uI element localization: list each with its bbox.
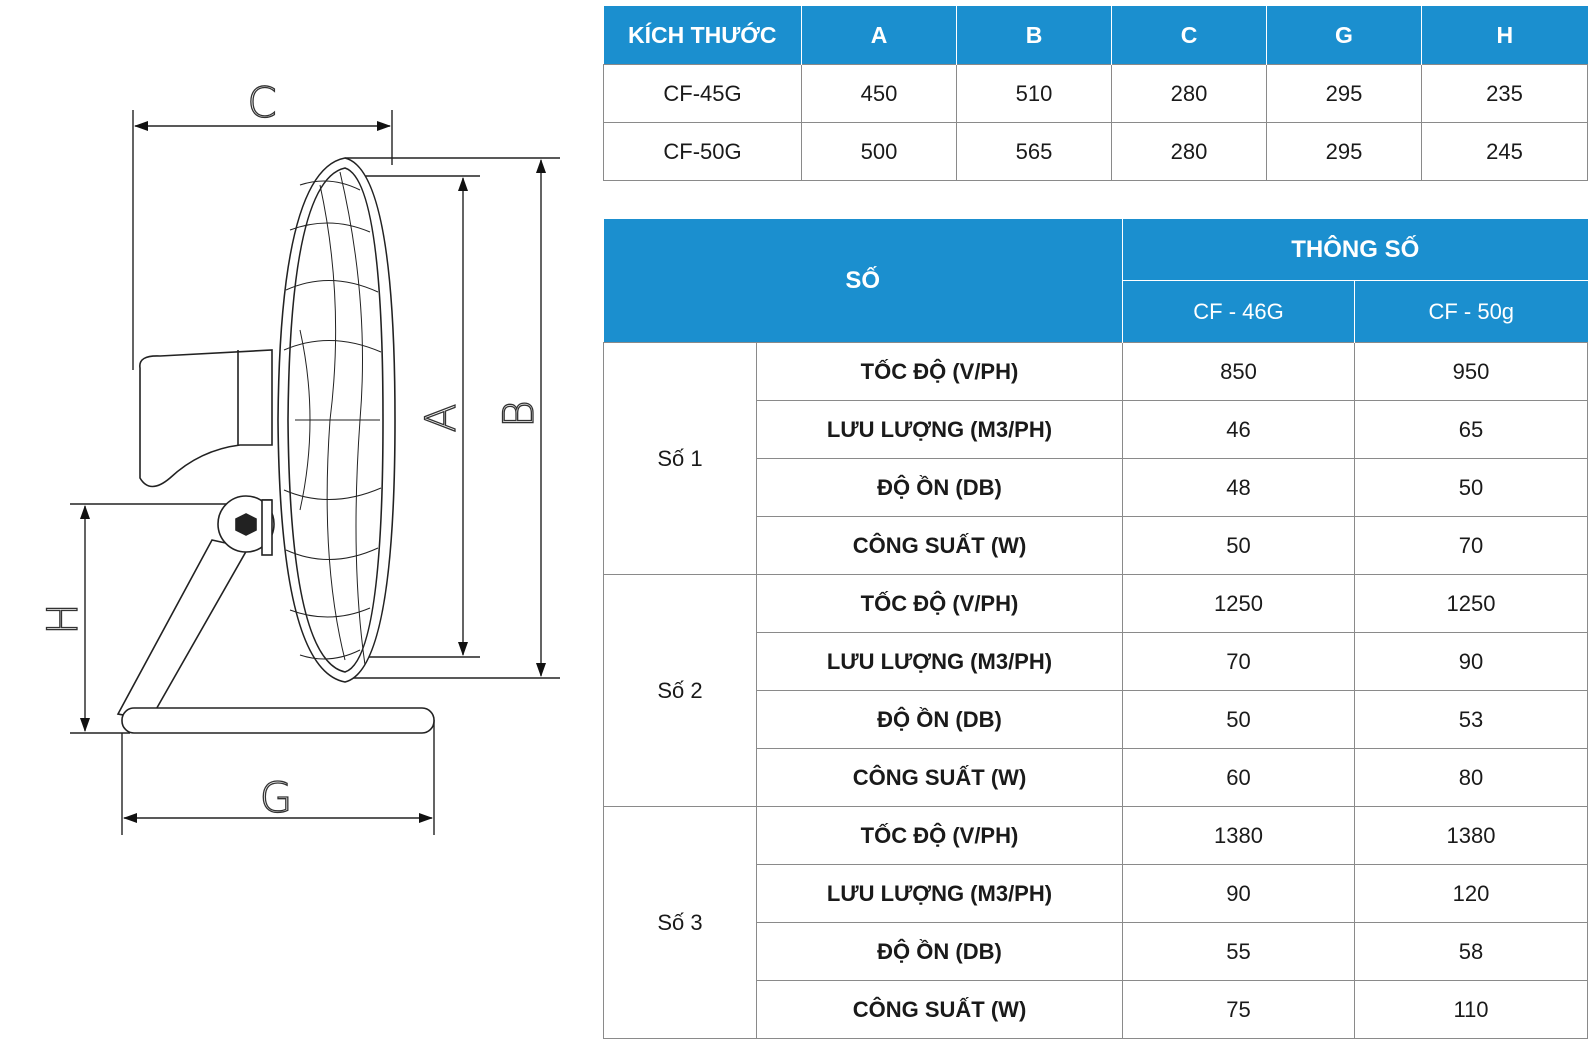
cell-model: CF-50G [604, 123, 802, 181]
value-model-2: 80 [1355, 749, 1588, 807]
label-a: A [416, 403, 465, 433]
cell-g: 295 [1267, 65, 1422, 123]
value-model-1: 75 [1123, 981, 1355, 1039]
cell-h: 235 [1422, 65, 1588, 123]
label-h: H [38, 603, 87, 635]
value-model-2: 120 [1355, 865, 1588, 923]
specifications-table [603, 219, 1588, 1039]
value-model-2: 65 [1355, 401, 1588, 459]
param-cell: TỐC ĐỘ (V/PH) [757, 807, 1123, 865]
value-model-1: 46 [1123, 401, 1355, 459]
param-cell: ĐỘ ỒN (DB) [757, 923, 1123, 981]
value-model-1: 50 [1123, 691, 1355, 749]
value-model-2: 70 [1355, 517, 1588, 575]
fan-body [118, 158, 434, 733]
header-speed-level: SỐ [604, 219, 1123, 343]
header-h: H [1422, 6, 1588, 65]
label-c: C [247, 78, 277, 127]
table-row [604, 807, 1588, 865]
value-model-2: 90 [1355, 633, 1588, 691]
header-size: KÍCH THƯỚC [604, 6, 802, 65]
table-row [604, 123, 1588, 181]
param-cell: ĐỘ ỒN (DB) [757, 459, 1123, 517]
param-cell: ĐỘ ỒN (DB) [757, 691, 1123, 749]
label-b: B [494, 400, 543, 428]
header-c: C [1112, 6, 1267, 65]
param-cell: LƯU LƯỢNG (M3/PH) [757, 865, 1123, 923]
header-a: A [802, 6, 957, 65]
header-model-2: CF - 50g [1355, 281, 1588, 343]
value-model-1: 850 [1123, 343, 1355, 401]
dimensions-header-row [604, 6, 1588, 65]
value-model-1: 90 [1123, 865, 1355, 923]
param-cell: CÔNG SUẤT (W) [757, 749, 1123, 807]
table-row [604, 343, 1588, 401]
header-b: B [957, 6, 1112, 65]
table-row [604, 575, 1588, 633]
cell-c: 280 [1112, 65, 1267, 123]
speed-level-cell: Số 3 [604, 807, 757, 1039]
cell-b: 510 [957, 65, 1112, 123]
cell-model: CF-45G [604, 65, 802, 123]
value-model-1: 1250 [1123, 575, 1355, 633]
table-row [604, 65, 1588, 123]
fan-dimension-diagram [0, 0, 590, 1046]
speed-level-cell: Số 2 [604, 575, 757, 807]
cell-a: 450 [802, 65, 957, 123]
dimensions-table [603, 6, 1588, 181]
param-cell: CÔNG SUẤT (W) [757, 517, 1123, 575]
value-model-2: 50 [1355, 459, 1588, 517]
value-model-1: 48 [1123, 459, 1355, 517]
param-cell: CÔNG SUẤT (W) [757, 981, 1123, 1039]
header-specifications: THÔNG SỐ [1123, 219, 1588, 281]
value-model-2: 58 [1355, 923, 1588, 981]
cell-g: 295 [1267, 123, 1422, 181]
value-model-2: 110 [1355, 981, 1588, 1039]
param-cell: LƯU LƯỢNG (M3/PH) [757, 401, 1123, 459]
cell-c: 280 [1112, 123, 1267, 181]
cell-a: 500 [802, 123, 957, 181]
value-model-1: 50 [1123, 517, 1355, 575]
value-model-1: 1380 [1123, 807, 1355, 865]
cell-h: 245 [1422, 123, 1588, 181]
value-model-2: 1250 [1355, 575, 1588, 633]
value-model-1: 55 [1123, 923, 1355, 981]
header-g: G [1267, 6, 1422, 65]
cell-b: 565 [957, 123, 1112, 181]
value-model-1: 70 [1123, 633, 1355, 691]
value-model-1: 60 [1123, 749, 1355, 807]
value-model-2: 53 [1355, 691, 1588, 749]
param-cell: LƯU LƯỢNG (M3/PH) [757, 633, 1123, 691]
header-model-1: CF - 46G [1123, 281, 1355, 343]
param-cell: TỐC ĐỘ (V/PH) [757, 575, 1123, 633]
label-g: G [259, 773, 293, 822]
value-model-2: 950 [1355, 343, 1588, 401]
param-cell: TỐC ĐỘ (V/PH) [757, 343, 1123, 401]
speed-level-cell: Số 1 [604, 343, 757, 575]
value-model-2: 1380 [1355, 807, 1588, 865]
